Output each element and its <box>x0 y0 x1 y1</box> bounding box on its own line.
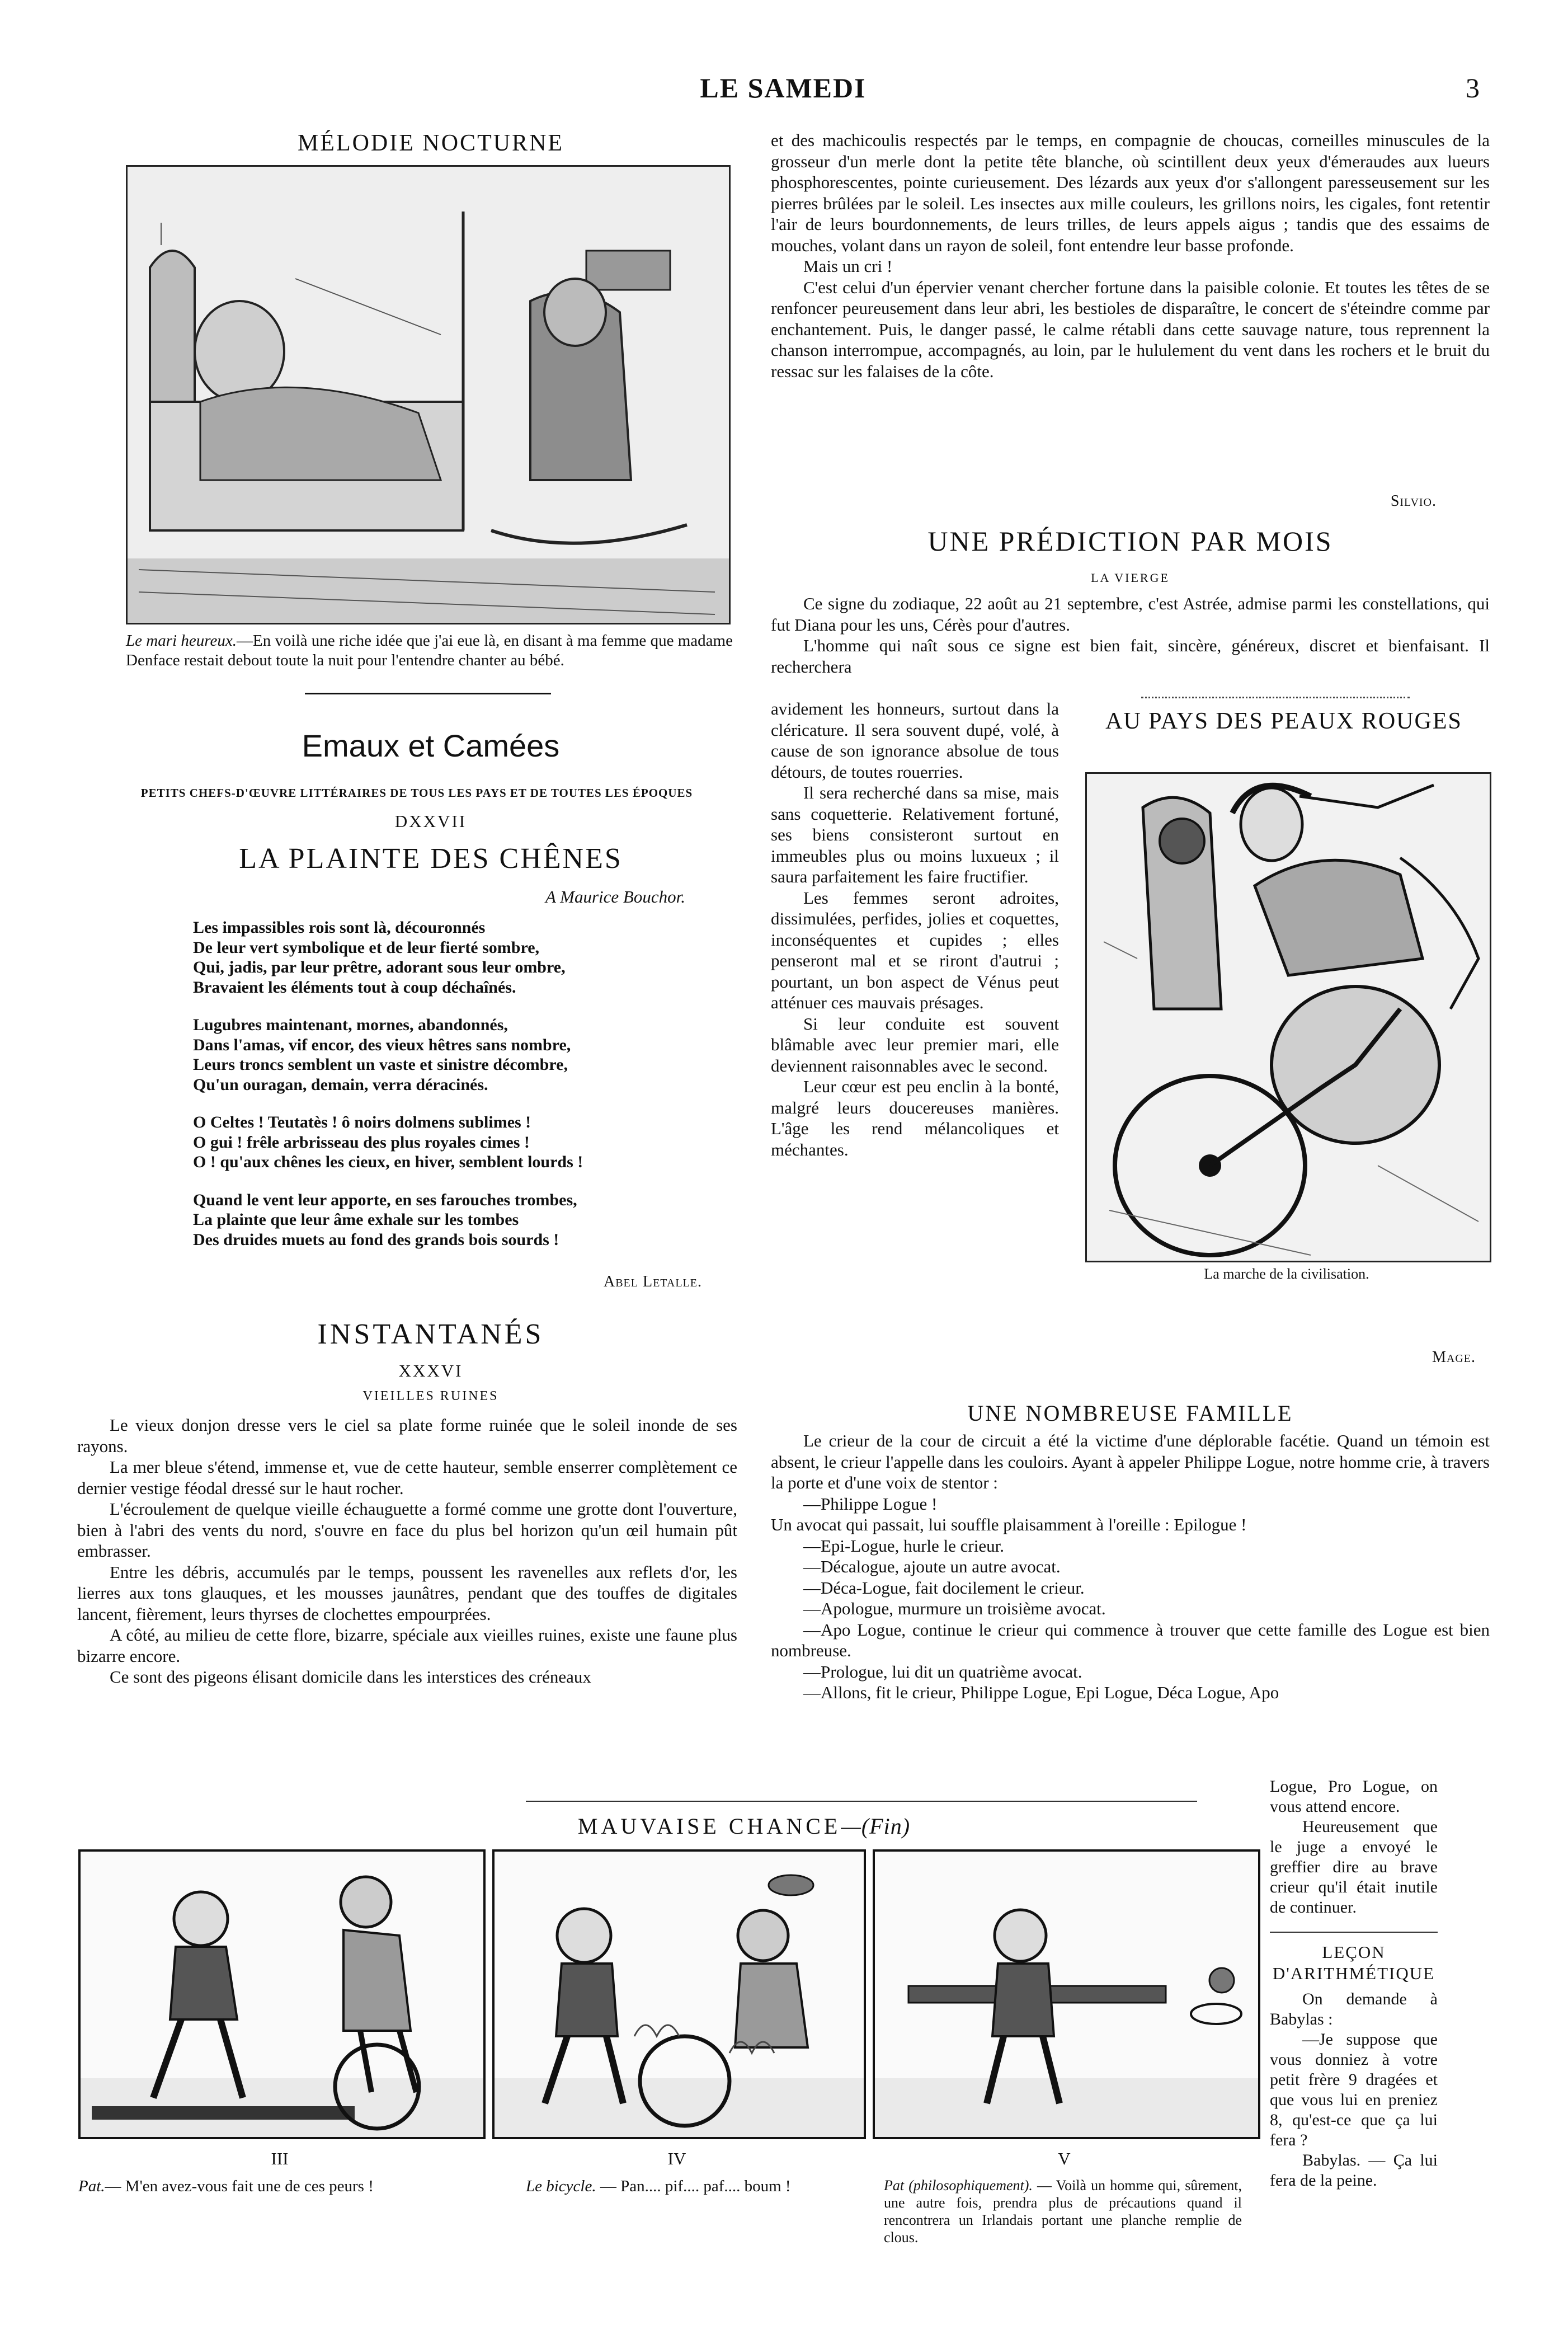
mauvaise-title-suffix: —(Fin) <box>841 1814 911 1839</box>
paragraph: Heureusement que le juge a envoyé le greffier dire au brave crieur qu'il était inutile de continuer. <box>1270 1817 1438 1917</box>
panel-5-text: — Voilà un homme qui, sûrement, une autre fois, prendra plus de précautions quand il rencontrera un Irlandais portant une planche remplie de clous. <box>884 2177 1242 2246</box>
panel-4-caption <box>526 2177 839 2196</box>
paragraph: —Epi-Logue, hurle le crieur. <box>803 1535 1004 1556</box>
paragraph: La mer bleue s'étend, immense et, vue de cette hauteur, semble enserrer complètement ce dernier vestige féodal dressé sur le haut rocher. <box>77 1457 737 1498</box>
comic-panel-5 <box>873 1849 1260 2139</box>
instantanes-continuation <box>771 130 1490 382</box>
poem-line: O Celtes ! Teutatès ! ô noirs dolmens sublimes ! <box>193 1113 531 1131</box>
bed-and-rocking-chair-engraving <box>128 167 729 623</box>
poem-line: Dans l'amas, vif encor, des vieux hêtres sans nombre, <box>193 1035 571 1054</box>
panel-3-text: — M'en avez-vous fait une de ces peurs ! <box>105 2177 374 2195</box>
famille-title: UNE NOMBREUSE FAMILLE <box>967 1401 1293 1426</box>
divider <box>305 693 551 694</box>
poem-dedication: A Maurice Bouchor. <box>545 887 685 906</box>
peaux-rouges-caption: La marche de la civilisation. <box>1204 1266 1369 1282</box>
panel-3-drawing <box>81 1852 483 2137</box>
lecon-body <box>1270 1989 1438 2191</box>
paragraph: et des machicoulis respectés par le temps, en compagnie de choucas, corneilles minuscules de la grosseur d'un merle dont la petite tête blanche, où scintillent deux yeux d'émeraudes aux lueurs phosphorescentes, pointe curieusement. Des lézards aux yeux d'or s'allongent paresseusement sur les pierres brûlées par le soleil. Les insectes aux mille couleurs, les grillons noirs, les cigales, font retentir l'air de leurs bourdonnements, de leurs trilles, de leurs appels aigus ; tandis que des essaims de mouches, volant dans un rayon de soleil, font entendre leur basse profonde. <box>771 130 1490 255</box>
poem-line: Quand le vent leur apporte, en ses farouches trombes, <box>193 1190 577 1209</box>
comic-panel-4 <box>492 1849 866 2139</box>
panel-4-number: IV <box>667 2149 686 2168</box>
panel-3-number: III <box>271 2149 289 2168</box>
poem <box>193 918 724 1250</box>
mauvaise-title-text: MAUVAISE CHANCE <box>577 1814 841 1839</box>
paragraph: Les femmes seront adroites, dissimulées, perfides, jolies et coquettes, inconséquentes et cupides ; elles penseront mal et se riront d'autrui ; pourtant, un bon aspect de Vénus peut atténuer ces mauvais présages. <box>771 887 1059 1012</box>
paragraph: Babylas. — Ça lui fera de la peine. <box>1270 2151 1438 2190</box>
panel-3-speaker: Pat. <box>78 2177 105 2195</box>
paragraph: Le vieux donjon dresse vers le ciel sa plate forme ruinée que le soleil inonde de ses rayons. <box>77 1415 737 1456</box>
panel-5-caption <box>884 2177 1242 2246</box>
paragraph: —Je suppose que vous donniez à votre petit frère 9 dragées et que vous lui en preniez 8, qu'est-ce que ça lui fera ? <box>1270 2030 1438 2149</box>
poem-line: Qu'un ouragan, demain, verra déracinés. <box>193 1075 488 1094</box>
panel-4-text: — Pan.... pif.... paf.... boum ! <box>600 2177 791 2195</box>
paragraph: —Apo Logue, continue le crieur qui commence à trouver que cette famille des Logue est bien nombreuse. <box>771 1619 1490 1660</box>
panel-3-caption <box>78 2177 464 2196</box>
poem-line: De leur vert symbolique et de leur fierté sombre, <box>193 938 540 957</box>
dotted-divider <box>1141 697 1410 698</box>
paragraph: Entre les débris, accumulés par le temps, poussent les ravenelles aux reflets d'or, les lierres aux tons glauques, et les mousses jaunâtres, pendant que des touffes de digitales lancent, fièrement, leurs thyrses de clochettes empourprées. <box>77 1562 737 1624</box>
poem-line: O ! qu'aux chênes les cieux, en hiver, semblent lourds ! <box>193 1153 583 1171</box>
melodie-caption-speaker: Le mari heureux. <box>126 632 237 650</box>
page-number: 3 <box>1466 72 1480 104</box>
panel-5-drawing <box>875 1852 1258 2137</box>
prediction-subtitle: LA VIERGE <box>1091 571 1170 585</box>
comic-panel-3 <box>78 1849 486 2139</box>
prediction-author: Mage. <box>1432 1349 1476 1366</box>
emaux-number: DXXVII <box>394 811 467 831</box>
poem-author: Abel Letalle. <box>603 1273 702 1290</box>
emaux-title: Emaux et Camées <box>302 728 560 763</box>
melodie-title: MÉLODIE NOCTURNE <box>297 130 564 156</box>
instantanes-author: Silvio. <box>1390 492 1437 510</box>
poem-line: La plainte que leur âme exhale sur les tombes <box>193 1210 519 1229</box>
paragraph: Mais un cri ! <box>803 256 893 276</box>
instantanes-body <box>77 1415 737 1688</box>
divider <box>1270 1932 1438 1933</box>
paragraph: avidement les honneurs, surtout dans la cléricature. Il sera souvent dupé, volé, à cause de son ignorance absolue de tous détours, de toutes rouerries. <box>771 699 1059 782</box>
mauvaise-title <box>336 1813 1152 1839</box>
divider <box>526 1801 1197 1802</box>
poem-line: Bravaient les éléments tout à coup déchaînés. <box>193 978 516 997</box>
paragraph: Un avocat qui passait, lui souffle plaisamment à l'oreille : Epilogue ! <box>771 1515 1247 1534</box>
poem-line: O gui ! frêle arbrisseau des plus royales cimes ! <box>193 1133 530 1152</box>
poem-line: Qui, jadis, par leur prêtre, adorant sous leur ombre, <box>193 958 566 976</box>
peaux-rouges-illustration <box>1085 772 1491 1262</box>
poem-line: Lugubres maintenant, mornes, abandonnés, <box>193 1016 508 1034</box>
instantanes-subtitle: VIEILLES RUINES <box>362 1389 499 1403</box>
famille-body <box>771 1430 1490 1703</box>
prediction-intro <box>771 593 1490 677</box>
prediction-title: UNE PRÉDICTION PAR MOIS <box>927 525 1333 557</box>
paragraph: A côté, au milieu de cette flore, bizarre, spéciale aux vieilles ruines, existe une faune plus bizarre encore. <box>77 1625 737 1666</box>
peaux-rouges-title: AU PAYS DES PEAUX ROUGES <box>1105 708 1462 734</box>
melodie-caption <box>126 631 733 670</box>
paragraph: —Philippe Logue ! <box>803 1493 938 1514</box>
melodie-caption-text: —En voilà une riche idée que j'ai eue là, en disant à ma femme que madame Denface restait debout toute la nuit pour l'entendre chanter au bébé. <box>126 632 733 669</box>
prediction-column <box>771 698 1059 1160</box>
poem-title: LA PLAINTE DES CHÊNES <box>239 843 623 875</box>
paragraph: —Allons, fit le crieur, Philippe Logue, Epi Logue, Déca Logue, Apo <box>803 1683 1279 1702</box>
paragraph: —Déca-Logue, fait docilement le crieur. <box>803 1577 1085 1598</box>
paragraph: Logue, Pro Logue, on vous attend encore. <box>1270 1777 1438 1816</box>
emaux-subtitle: PETITS CHEFS-D'ŒUVRE LITTÉRAIRES DE TOUS LES PAYS ET DE TOUTES LES ÉPOQUES <box>140 786 693 800</box>
paragraph: On demande à Babylas : <box>1270 1990 1438 2028</box>
paragraph: Le crieur de la cour de circuit a été la victime d'une déplorable facétie. Quand un témoin est absent, le crieur l'appelle dans les couloirs. Ayant à appeler Philippe Logue, notre homme crie, à travers la porte et d'une voix de stentor : <box>771 1431 1490 1492</box>
paragraph: Si leur conduite est souvent blâmable avec leur premier mari, elle deviennent raisonnables avec le second. <box>771 1013 1059 1075</box>
panel-4-speaker: Le bicycle. <box>526 2177 596 2195</box>
paragraph: C'est celui d'un épervier venant chercher fortune dans la paisible colonie. Et toutes les têtes de se renfoncer peureusement dans leur abri, les bestioles de disparaître, le concert de s'éteindre comme par enchantement. Puis, le danger passé, le calme rétabli dans cette sauvage nature, tous reprennent la chanson interrompue, accompagnés, au loin, par le hululement du vent dans les rochers et le bruit du ressac sur les falaises de la côte. <box>771 277 1490 381</box>
paragraph: Ce sont des pigeons élisant domicile dans les interstices des créneaux <box>110 1667 591 1687</box>
panel-5-number: V <box>1058 2149 1071 2168</box>
melodie-illustration <box>126 165 731 624</box>
paragraph: Leur cœur est peu enclin à la bonté, malgré leurs doucereuses manières. L'âge les rend mélancoliques et méchantes. <box>771 1077 1059 1159</box>
instantanes-number: XXXVI <box>398 1361 463 1380</box>
poem-line: Leurs troncs semblent un vaste et sinistre décombre, <box>193 1055 568 1074</box>
poem-line: Les impassibles rois sont là, découronnés <box>193 918 486 937</box>
lecon-title: LEÇON D'ARITHMÉTIQUE <box>1272 1942 1435 1983</box>
paragraph: Ce signe du zodiaque, 22 août au 21 septembre, c'est Astrée, admise parmi les constellations, qui fut Diana pour les uns, Cérès pour d'autres. <box>771 594 1490 635</box>
panel-5-speaker: Pat (philosophiquement). <box>884 2177 1033 2194</box>
paragraph: —Apologue, murmure un troisième avocat. <box>803 1599 1106 1618</box>
panel-4-drawing <box>495 1852 864 2137</box>
paragraph: —Décalogue, ajoute un autre avocat. <box>803 1557 1061 1576</box>
famille-continuation <box>1270 1777 1438 1918</box>
paragraph: Il sera recherché dans sa mise, mais sans coquetterie. Relativement fortuné, ses biens consisteront surtout en immeubles plus ou moins luxueux ; il saura parfaitement les faire fructifier. <box>771 783 1059 886</box>
paragraph: —Prologue, lui dit un quatrième avocat. <box>803 1661 1082 1681</box>
cyclist-caricature-engraving <box>1087 774 1490 1261</box>
paragraph: L'homme qui naît sous ce signe est bien fait, sincère, généreux, discret et bienfaisant. Il recherchera <box>771 636 1490 677</box>
poem-line: Des druides muets au fond des grands bois sourds ! <box>193 1230 559 1249</box>
paragraph: L'écroulement de quelque vieille échauguette a formé comme une grotte dont l'ouverture, bien à l'abri des vents du nord, s'ouvre en face du plus bel horizon qu'un œil humain pût embrasser. <box>77 1499 737 1561</box>
instantanes-title: INSTANTANÉS <box>317 1318 544 1350</box>
page-header-title: LE SAMEDI <box>700 72 867 104</box>
